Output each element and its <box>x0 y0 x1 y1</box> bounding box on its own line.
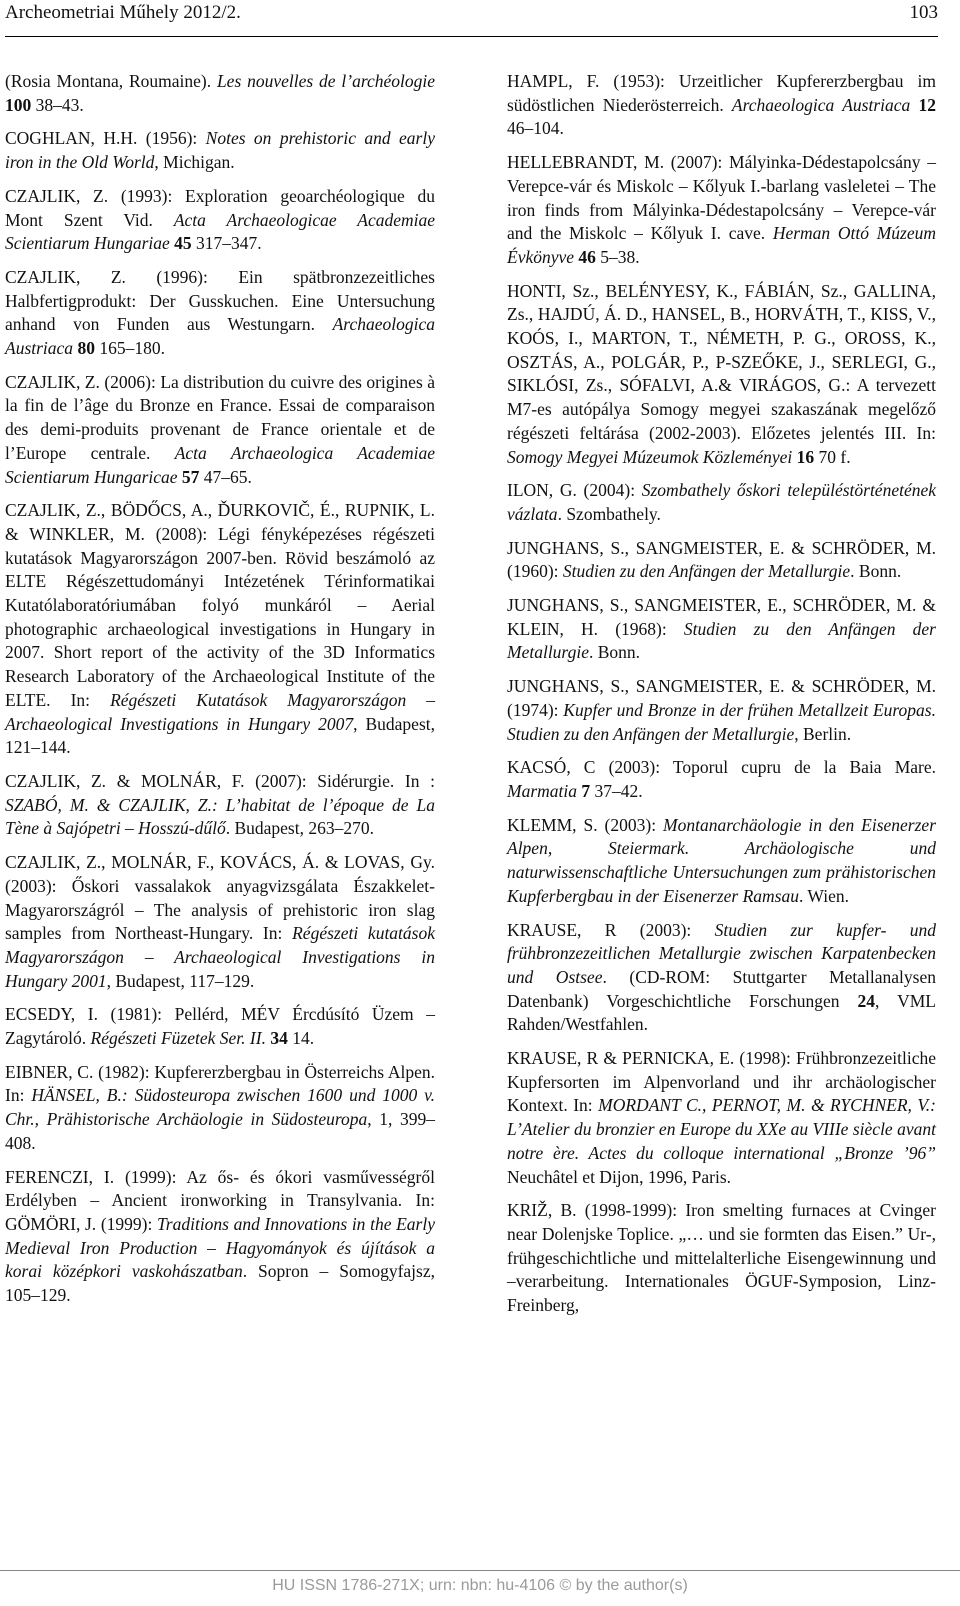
reference-entry <box>5 499 435 760</box>
italic-segment: Acta Archaeologicae Academiae Scientiarum Hungariae <box>5 209 435 254</box>
italic-segment: Notes on prehistoric and early iron in the Old World <box>5 128 435 173</box>
text-segment: ECSEDY, I. (1981): Pellérd, MÉV Ércdúsító Üzem – Zagytároló. <box>5 1004 435 1049</box>
text-segment: EIBNER, C. (1982): Kupfererzbergbau in Österreichs Alpen. In: <box>5 1061 435 1106</box>
text-segment: CZAJLIK, Z., BÖDŐCS, A., ĎURKOVIČ, É., RUPNIK, L. & WINKLER, M. (2008): Légi fényképezéses régészeti kutatások Magyarországon 2007-ben. Rövid beszámoló az ELTE Régészettudományi Intézetének Térinformatikai Kutatólaboratóriumában folyó munkáról – Aerial photographic archaeological investigations in Hungary in 2007. Short report of the activity of the 3D Informatics Research Laboratory of the Archaeological Institute of the ELTE. In: <box>5 500 435 710</box>
text-segment: . Budapest, 263–270. <box>225 818 374 839</box>
reference-entry <box>507 479 936 526</box>
italic-segment: Les nouvelles de l’archéologie <box>216 71 436 91</box>
text-segment: CZAJLIK, Z., MOLNÁR, F., KOVÁCS, Á. & LOVAS, Gy. (2003): Őskori vassalakok anyagvizsgálata Északkelet-Magyarországról – The analysis of prehistoric iron slag samples from Northeast-Hungary. In: <box>5 852 435 944</box>
bold-segment: 80 <box>77 338 95 359</box>
bold-segment: 45 <box>174 233 192 254</box>
text-segment: 5–38. <box>595 246 640 267</box>
text-segment: (Rosia Montana, Roumaine). <box>5 71 217 91</box>
bold-segment: 24 <box>857 990 876 1011</box>
text-segment: , 1, 399–408. <box>5 1109 435 1153</box>
reference-entry <box>507 70 936 141</box>
italic-segment: Herman Ottó Múzeum Évkönyve <box>507 223 936 267</box>
italic-segment: HÄNSEL, B.: Südosteuropa zwischen 1600 und 1000 v. Chr., Prähistorische Archäologie in Südosteuropa <box>5 1085 435 1130</box>
text-segment: HAMPL, F. (1953): Urzeitlicher Kupfererzbergbau im südöstlichen Niederösterreich. <box>507 71 936 115</box>
reference-entry <box>5 371 435 490</box>
italic-segment: Studien zur kupfer- und frühbronzezeitlichen Metallurgie zwischen Karpatenbecken und Ostsee <box>507 919 936 987</box>
text-segment: FERENCZI, I. (1999): Az ős- és ókori vasművességről Erdélyben – Ancient ironworking in Transylvania. In: GÖMÖRI, J. (1999): <box>5 1166 435 1234</box>
italic-segment: Traditions and Innovations in the Early Medieval Iron Production – Hagyományok és újítások a korai középkori vaskohászatban <box>5 1213 435 1282</box>
italic-segment: Acta Archaeologica Academiae Scientiarum Hungaricae <box>5 442 435 487</box>
text-segment: . (CD-ROM: Stuttgarter Metallanalysen Datenbank) Vorgeschichtliche Forschungen <box>507 966 936 1011</box>
text-segment: 14. <box>287 1028 315 1049</box>
text-segment: . Sopron – Somogyfajsz, 105–129. <box>5 1261 435 1306</box>
reference-entry <box>5 185 435 256</box>
italic-segment: Régészeti Füzetek Ser. II. <box>90 1028 271 1049</box>
text-segment: HONTI, Sz., BELÉNYESY, K., FÁBIÁN, Sz., GALLINA, Zs., HAJDÚ, Á. D., HANSEL, B., HORVÁTH, T., KISS, V., KOÓS, I., MARTON, T., NÉMETH, P. G., OROSS, K., OSZTÁS, A., POLGÁR, P., P-SZEŐKE, J., SERLEGI, G., SIKLÓSI, Zs., SÓFALVI, A.& VIRÁGOS, G.: A tervezett M7-es autópálya Somogy megyei szakaszának megelőző régészeti feltárása (2002-2003). Előzetes jelentés III. In: <box>507 280 936 443</box>
text-segment: . Bonn. <box>588 642 641 663</box>
reference-column-right <box>507 70 936 1328</box>
reference-entry <box>507 675 936 746</box>
text-segment: 317–347. <box>191 233 262 254</box>
text-segment: KLEMM, S. (2003): <box>507 814 664 835</box>
reference-entry <box>5 266 435 361</box>
text-segment: 165–180. <box>94 338 165 359</box>
reference-entry <box>5 127 435 174</box>
italic-segment: Szombathely őskori településtörténetének vázlata <box>507 480 937 524</box>
reference-entry <box>507 594 936 665</box>
text-segment: CZAJLIK, Z. (1996): Ein spätbronzezeitliches Halbfertigprodukt: Der Gusskuchen. Eine Untersuchung anhand von Funden aus Westungarn. <box>5 266 435 335</box>
text-segment: 47–65. <box>199 466 252 487</box>
text-segment: JUNGHANS, S., SANGMEISTER, E. & SCHRÖDER, M. (1960): <box>507 537 936 582</box>
italic-segment: Archaeologica Austriaca <box>731 94 919 115</box>
bold-segment: 57 <box>181 466 200 487</box>
italic-segment: Studien zu den Anfängen der Metallurgie <box>562 561 851 582</box>
reference-entry <box>507 919 936 1038</box>
text-segment: CZAJLIK, Z. (2006): La distribution du cuivre des origines à la fin de l’âge du Bronze en France. Essai de comparaison des demi-produits provenant de France orientale et de l’Europe centrale. <box>5 371 435 463</box>
italic-segment: SZABÓ, M. & CZAJLIK, Z.: L’habitat de l’époque de La Tène à Sajópetri – Hosszú-dűlő <box>5 794 435 839</box>
text-segment: CZAJLIK, Z. (1993): Exploration geoarchéologique du Mont Szent Vid. <box>5 185 435 230</box>
bold-segment: 7 <box>581 780 591 801</box>
italic-segment: Kupfer und Bronze in der frühen Metallzeit Europas. Studien zu den Anfängen der Metallurgie <box>507 699 936 744</box>
text-segment: . Wien. <box>798 885 849 906</box>
issn-footer-text: HU ISSN 1786-271X; urn: nbn: hu-4106 © by the author(s) <box>272 1577 688 1594</box>
running-header <box>5 0 938 37</box>
italic-segment: Régészeti kutatások Magyarországon – Archaeological Investigations in Hungary 2001 <box>5 923 435 991</box>
reference-entry <box>507 814 936 909</box>
text-segment: , VML Rahden/Westfahlen. <box>507 990 936 1035</box>
reference-entry <box>5 1061 435 1156</box>
text-segment: JUNGHANS, S., SANGMEISTER, E., SCHRÖDER, M. & KLEIN, H. (1968): <box>507 595 936 639</box>
reference-entry <box>5 1003 435 1050</box>
reference-column-left <box>5 70 435 1318</box>
reference-entry <box>507 1199 936 1318</box>
reference-entry <box>5 1166 435 1308</box>
text-segment: , Budapest, 117–129. <box>106 970 255 991</box>
italic-segment: Somogy Megyei Múzeumok Közleményei <box>507 446 797 467</box>
text-segment: JUNGHANS, S., SANGMEISTER, E. & SCHRÖDER, M. (1974): <box>507 676 936 720</box>
italic-segment: Archaeologica Austriaca <box>5 314 435 359</box>
text-segment: , Michigan. <box>154 152 235 173</box>
text-segment: 70 f. <box>814 446 851 467</box>
reference-entry <box>507 537 936 584</box>
text-segment: 37–42. <box>590 780 643 801</box>
page-number: 103 <box>909 2 938 23</box>
text-segment: . Bonn. <box>850 561 902 582</box>
bold-segment: 100 <box>5 94 32 115</box>
italic-segment: Montanarchäologie in den Eisenerzer Alpen, Steiermark. Archäologische und naturwissenschaftliche Untersuchungen zum prähistorischen Kupferbergbau in der Eisenerzer Ramsau <box>507 814 936 906</box>
bold-segment: 16 <box>796 446 815 467</box>
italic-segment: Marmatia <box>507 780 582 801</box>
bold-segment: 46 <box>578 246 596 267</box>
italic-segment: MORDANT C., PERNOT, M. & RYCHNER, V.: L’Atelier du bronzier en Europe du XXe au VIIIe siècle avant notre ère. Actes du colloque international „Bronze ’96” <box>507 1095 936 1163</box>
text-segment: . Szombathely. <box>557 503 661 524</box>
text-segment: HELLEBRANDT, M. (2007): Mályinka-Dédestapolcsány – Verepce-vár és Miskolc – Kőlyuk I.-barlang vasleletei – The iron finds from Mályinka-Dédestapolcsány – Verepce-vár and the Miskolc – Kőlyuk I. cave. <box>507 152 936 244</box>
text-segment: KACSÓ, C (2003): Toporul cupru de la Baia Mare. <box>507 757 936 778</box>
footer <box>0 1570 960 1606</box>
text-segment: KRIŽ, B. (1998-1999): Iron smelting furnaces at Cvinger near Dolenjske Toplice. „… und sie formten das Eisen.” Ur-, frühgeschichtliche und mittelalterliche Eisengewinnung und –verarbeitung. Internationales ÖGUF-Symposion, Linz-Freinberg, <box>507 1200 936 1316</box>
text-segment: ILON, G. (2004): <box>507 480 642 501</box>
text-segment: COGHLAN, H.H. (1956): <box>5 128 206 149</box>
text-segment: KRAUSE, R (2003): <box>507 919 715 940</box>
bold-segment: 12 <box>918 94 936 115</box>
reference-entry <box>5 70 435 117</box>
reference-entry <box>507 1047 936 1189</box>
bold-segment: 34 <box>270 1028 288 1049</box>
reference-entry <box>5 851 435 993</box>
text-segment: CZAJLIK, Z. & MOLNÁR, F. (2007): Sidérurgie. In : <box>5 770 435 791</box>
reference-entry <box>507 280 936 470</box>
reference-entry <box>507 151 936 270</box>
text-segment: 46–104. <box>507 118 564 139</box>
text-segment: , Berlin. <box>794 723 852 744</box>
italic-segment: Régészeti Kutatások Magyarországon – Archaeological Investigations in Hungary 2007 <box>5 689 436 734</box>
text-segment: Neuchâtel et Dijon, 1996, Paris. <box>507 1166 732 1187</box>
italic-segment: Studien zu den Anfängen der Metallurgie <box>507 618 936 663</box>
reference-entry <box>507 756 936 803</box>
text-segment: , Budapest, 121–144. <box>5 713 435 758</box>
journal-title: Archeometriai Műhely 2012/2. <box>5 2 241 23</box>
text-segment: 38–43. <box>31 94 84 115</box>
text-segment: KRAUSE, R & PERNICKA, E. (1998): Frühbronzezeitliche Kupfersorten im Alpenvorland und ihr archäologischer Kontext. In: <box>507 1048 936 1116</box>
reference-entry <box>5 770 435 841</box>
